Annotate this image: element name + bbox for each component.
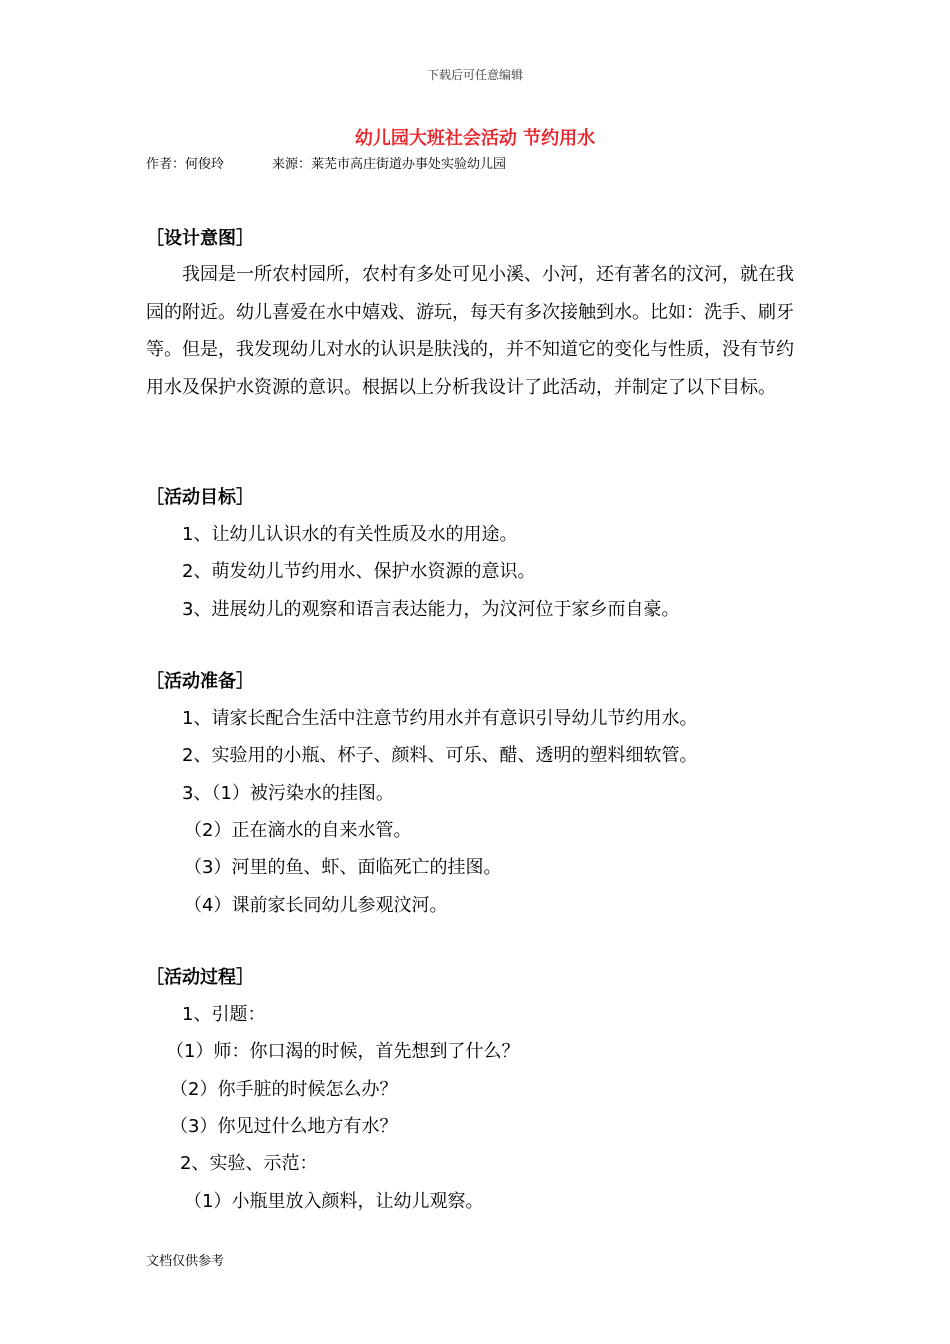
footer-note: 文档仅供参考 — [146, 1254, 225, 1269]
process-item: （3）你见过什么地方有水？ — [170, 1116, 398, 1137]
preparation-item: （4）课前家长同幼儿参观汶河。 — [184, 895, 448, 916]
process-item: 2、实验、示范： — [180, 1153, 318, 1174]
preparation-item: 2、实验用的小瓶、杯子、颜料、可乐、醋、透明的塑料细软管。 — [182, 745, 698, 766]
title-prefix: 幼儿园大班社会活动 — [354, 128, 524, 149]
section-heading-preparation: ［活动准备］ — [146, 671, 254, 692]
document-title — [0, 124, 950, 150]
section-heading-process: ［活动过程］ — [146, 967, 254, 988]
preparation-item: （3）河里的鱼、虾、面临死亡的挂图。 — [184, 857, 502, 878]
process-item: （2）你手脏的时候怎么办？ — [170, 1079, 398, 1100]
preparation-item: （2）正在滴水的自来水管。 — [184, 820, 412, 841]
process-item: （1）师：你口渴的时候，首先想到了什么？ — [166, 1041, 520, 1062]
process-item: （1）小瓶里放入颜料，让幼儿观察。 — [184, 1191, 484, 1212]
author: 作者：何俊玲 — [146, 157, 225, 172]
byline — [146, 153, 506, 172]
section-heading-goals: ［活动目标］ — [146, 487, 254, 508]
preparation-item: 1、请家长配合生活中注意节约用水并有意识引导幼儿节约用水。 — [182, 708, 698, 729]
intent-paragraph: 我园是一所农村园所，农村有多处可见小溪、小河，还有著名的汶河，就在我园的附近。幼儿喜爱在水中嬉戏、游玩，每天有多次接触到水。比如：洗手、刷牙等。但是，我发现幼儿对水的认识是肤浅的，并不知道它的变化与性质，没有节约用水及保护水资源的意识。根据以上分析我设计了此活动，并制定了以下目标。 — [146, 264, 794, 398]
header-note: 下载后可任意编辑 — [426, 68, 523, 82]
goal-item: 2、萌发幼儿节约用水、保护水资源的意识。 — [182, 561, 536, 582]
goal-item: 3、进展幼儿的观察和语言表达能力，为汶河位于家乡而自豪。 — [182, 599, 680, 620]
goal-item: 1、让幼儿认识水的有关性质及水的用途。 — [182, 524, 518, 545]
section-heading-intent: ［设计意图］ — [146, 228, 254, 249]
title-topic: 节约用水 — [523, 128, 596, 149]
process-item: 1、引题： — [182, 1004, 266, 1025]
preparation-item: 3、（1）被污染水的挂图。 — [182, 783, 394, 804]
source: 来源：莱芜市高庄街道办事处实验幼儿园 — [272, 157, 507, 172]
